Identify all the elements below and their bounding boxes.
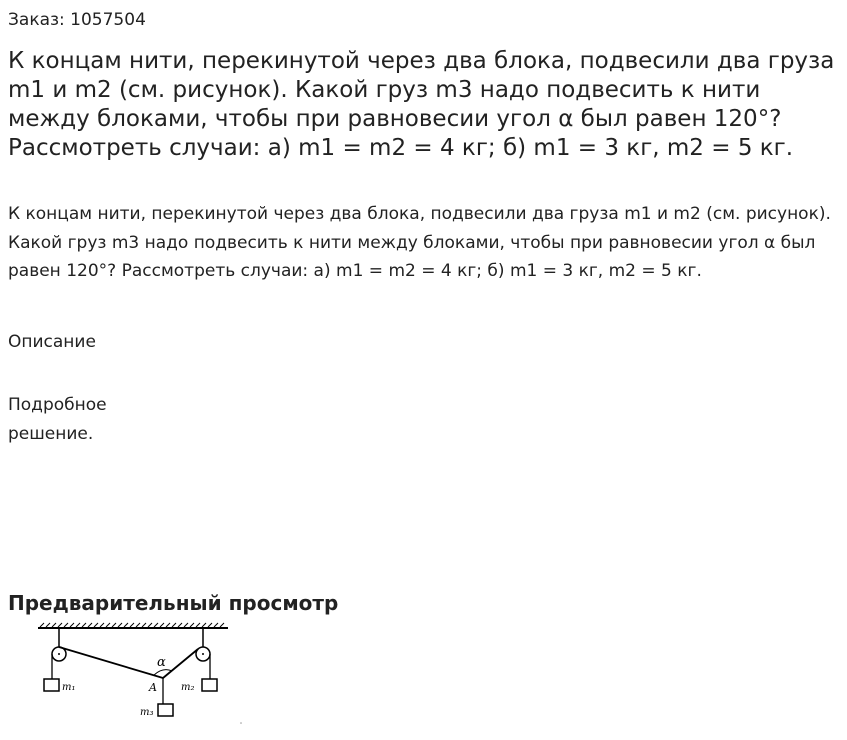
weight-m2 [202, 679, 217, 691]
weight-m1 [44, 679, 59, 691]
alpha-label: α [157, 655, 166, 670]
preview-figure [30, 620, 250, 730]
m3-label: m₃ [140, 707, 154, 718]
ceiling-hatching [40, 623, 224, 627]
point-a-label: A [149, 681, 157, 694]
right-pulley-axle [202, 653, 204, 655]
left-pulley-axle [58, 653, 60, 655]
stray-dot [240, 722, 242, 724]
description-label: Описание [8, 332, 96, 352]
string-right-to-a [163, 649, 198, 678]
string-left-to-a [59, 647, 163, 678]
m2-label: m₂ [181, 682, 195, 693]
order-number: Заказ: 1057504 [8, 10, 146, 30]
preview-heading: Предварительный просмотр [8, 591, 339, 615]
detailed-solution-text: Подробное решение. [8, 395, 107, 444]
weight-m3 [158, 704, 173, 716]
m1-label: m₁ [62, 682, 76, 693]
problem-title: К концам нити, перекинутой через два блока, подвесили два груза m1 и m2 (см. рисунок). Какой груз m3 надо подвесить к нити между блоками, чтобы при равновесии угол α был равен 120°? Рассмотреть случаи: а) m1 = m2 = 4 кг; б) m1 = 3 кг, m2 = 5 кг. [8, 48, 835, 161]
problem-text: К концам нити, перекинутой через два блока, подвесили два груза m1 и m2 (см. рисунок). Какой груз m3 надо подвесить к нити между блоками, чтобы при равновесии угол α был равен 120°? Рассмотреть случаи: а) m1 = m2 = 4 кг; б) m1 = 3 кг, m2 = 5 кг. [8, 204, 831, 281]
